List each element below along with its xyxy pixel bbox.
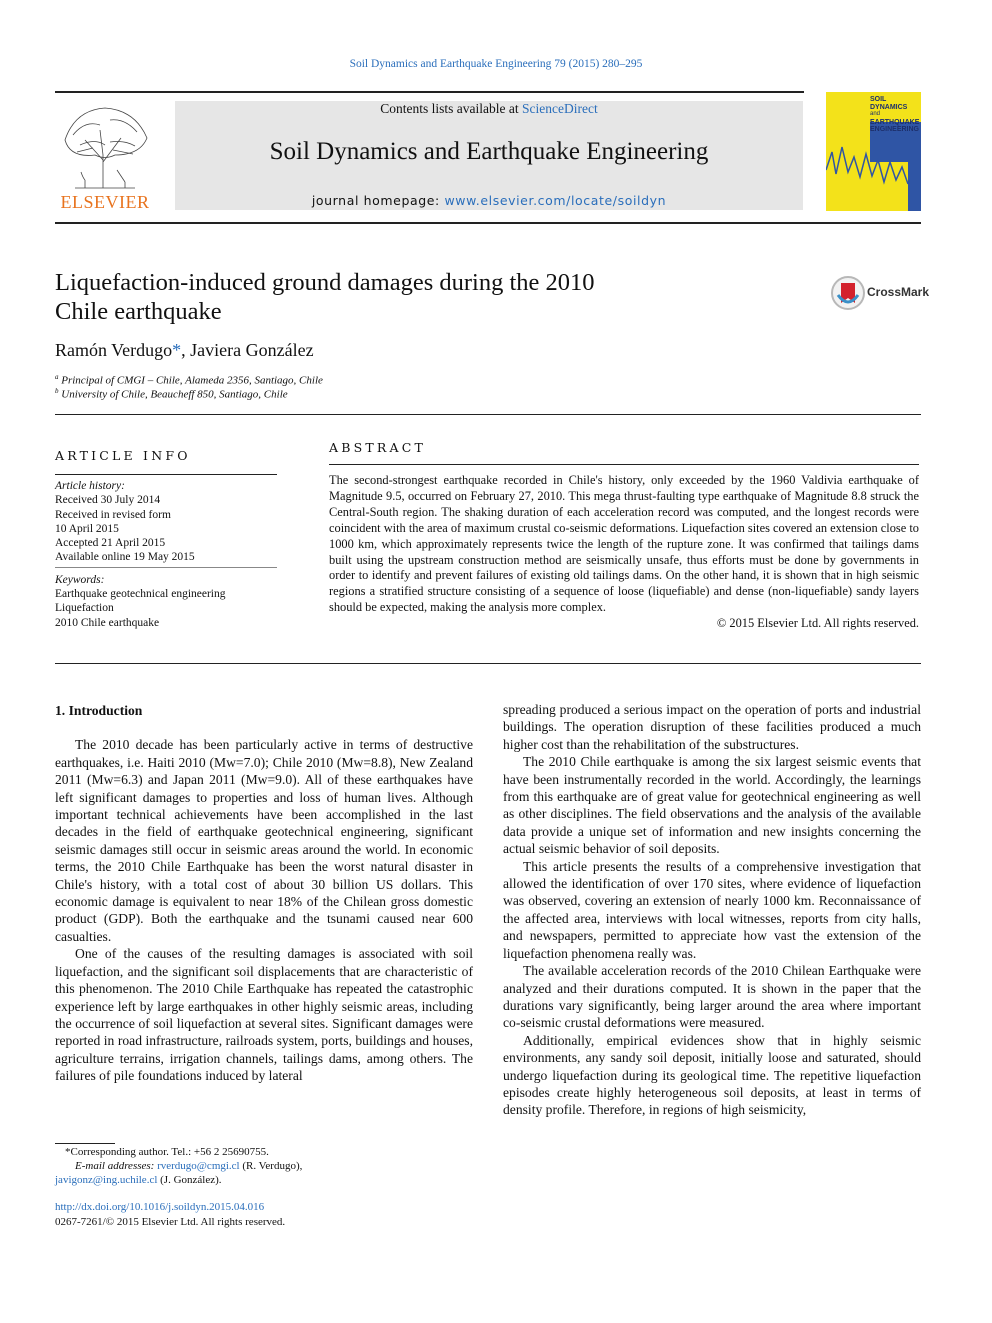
email-link-2[interactable]: javigonz@ing.uchile.cl (55, 1174, 158, 1186)
homepage-prefix: journal homepage: (311, 193, 445, 208)
homepage-link[interactable]: www.elsevier.com/locate/soildyn (444, 193, 667, 208)
contents-line (175, 101, 803, 117)
abstract-bottom-rule (55, 663, 921, 664)
abstract-heading: ABSTRACT (329, 440, 427, 455)
keywords-label: Keywords: (55, 573, 105, 586)
body-paragraph: The 2010 Chile earthquake is among the six largest seismic events that have been instrumentally recorded in the world. Accordingly, the learnings from this earthquake are of great value for geotechnical engineering as well as other disciplines. The field observations and the analysis of the available data provide a unique set of information and new insights concerning the actual seismic behavior of soil deposits. (503, 754, 921, 857)
cover-line-3: EARTHQUAKE (870, 118, 920, 126)
crossmark-label: CrossMark (867, 285, 930, 299)
keywords-rule (55, 567, 277, 568)
abstract-copyright: © 2015 Elsevier Ltd. All rights reserved. (716, 616, 919, 631)
author-2[interactable]: Javiera González (190, 340, 314, 360)
history-item: Accepted 21 April 2015 (55, 537, 166, 550)
publisher-wordmark: ELSEVIER (60, 192, 150, 212)
keyword-item: Liquefaction (55, 602, 114, 615)
journal-homepage-line (175, 193, 803, 208)
body-left-column (55, 702, 473, 1085)
abstract-text: The second-strongest earthquake recorded in Chile's history, only exceeded by the 1960 Valdivia earthquake of Magnitude 9.5, occurred on February 27, 2010. This mega thrust-faulting type earthquake of Magnitude 8.8 struck the Central-South region. The shaking duration of each acceleration record was computed, and the longest records were coincident with the area of maximum crustal co-seismic deformations. Liquefaction sites covered an extension close to 1000 km, which approximately represents twice the length of the rupture zone. It was confirmed that tailings dams built using the upstream construction method are seismically unsafe, thus efforts must be done by governments in order to identify and prevent failures of existing old tailings dams. On the other hand, it is shown that in high seismic regions a stratified structure consisting of a sequence of loose (liquefiable) and dense (non-liquefiable) sandy layers should be expected, making the analysis more complex. (329, 473, 919, 615)
affiliation-a-text: Principal of CMGI – Chile, Alameda 2356, Santiago, Chile (61, 374, 323, 387)
email-note-2 (55, 1174, 222, 1188)
author-list (55, 340, 314, 361)
cover-line-4: ENGINEERING (870, 126, 920, 133)
abstract-rule (329, 464, 919, 465)
affiliation-b (55, 387, 288, 401)
affiliation-a-mark: a (55, 373, 59, 381)
article-info-rule (55, 474, 277, 475)
journal-citation[interactable]: Soil Dynamics and Earthquake Engineering 79 (2015) 280–295 (349, 58, 643, 70)
email-owner-1: (R. Verdugo), (239, 1160, 303, 1172)
cover-line-1: SOIL (870, 96, 887, 103)
header-top-rule (55, 91, 804, 93)
abstract-body (329, 473, 919, 632)
body-paragraph: The 2010 decade has been particularly active in terms of destructive earthquakes, i.e. Haiti 2010 (Mw=7.0); Chile 2010 (Mw=8.8), New Zealand 2011 (Mw=6.3) and Japan 2011 (Mw=9.0). All of these earthquakes have left significant damages to properties and loss of human lives. Although important technical achievements have been accomplished in the last decades in the field of earthquake geotechnical engineering, significant seismic damages still occur in seismic areas around the world. In economic terms, the 2010 Chile Earthquake has been the worst natural disaster in Chile's history, with a total cost of about 30 billion US dollars. This economic damage is equivalent to near 18% of the Chilean gross domestic product (GDP). Both the earthquake and the tsunami caused near 600 casualties. (55, 737, 473, 944)
body-paragraph: One of the causes of the resulting damages is associated with soil liquefaction, and the significant soil displacements that are characteristic of this phenomenon. The 2010 Chile Earthquake has repeated the catastrophic experience left by large earthquakes in other highly seismic areas, including the occurrence of soil liquefaction at several sites. Significant damages were reported in road infrastructure, railroads system, ports, buildings and houses, agriculture terrains, irrigation channels, tailings dams, among others. The failures of pile foundations induced by lateral (55, 946, 473, 1084)
header-bottom-rule (55, 222, 921, 224)
front-matter-rule (55, 414, 921, 415)
corresponding-author-mark[interactable]: * (172, 340, 182, 360)
issn-line: 0267-7261/© 2015 Elsevier Ltd. All rights reserved. (55, 1216, 286, 1228)
history-item: Received 30 July 2014 (55, 494, 161, 507)
history-item: Available online 19 May 2015 (55, 551, 195, 564)
article-info-heading: ARTICLE INFO (55, 448, 191, 463)
cover-line-2: DYNAMICS (870, 103, 908, 111)
journal-name: Soil Dynamics and Earthquake Engineering (269, 138, 709, 165)
footnote-rule (55, 1143, 115, 1144)
journal-cover-thumbnail[interactable] (826, 92, 921, 211)
article-title (55, 268, 755, 326)
email-link-1[interactable]: rverdugo@cmgi.cl (157, 1160, 240, 1172)
body-right-column (503, 701, 921, 1119)
email-label: E-mail addresses: (75, 1160, 158, 1172)
history-item: Received in revised form (55, 508, 171, 521)
affiliation-a (55, 373, 323, 387)
section-1-heading: 1. Introduction (55, 703, 143, 718)
doi-link[interactable]: http://dx.doi.org/10.1016/j.soildyn.2015.04.016 (55, 1201, 265, 1213)
author-1[interactable]: Ramón Verdugo (55, 340, 173, 360)
corresponding-author-note: *Corresponding author. Tel.: +56 2 25690755. (65, 1146, 269, 1158)
history-label: Article history: (55, 480, 125, 492)
article-info-panel (55, 448, 277, 630)
keyword-item: Earthquake geotechnical engineering (55, 588, 226, 601)
author-separator: , (181, 340, 191, 360)
history-item: 10 April 2015 (55, 522, 119, 535)
contents-prefix: Contents lists available at (380, 101, 522, 116)
crossmark-icon (830, 275, 866, 311)
cover-and: and (870, 111, 881, 117)
body-paragraph: This article presents the results of a comprehensive investigation that allowed the identification of over 170 sites, where evidence of liquefaction was observed, covering an extension of nearly 1000 km. Reconnaissance of the affected area, interviews with local witnesses, reports from city halls, and newspapers, permitted to appreciate how vast the extension of the liquefaction phenomena really was. (503, 858, 921, 961)
affiliation-b-mark: b (55, 387, 59, 395)
affiliation-b-text: University of Chile, Beaucheff 850, Santiago, Chile (61, 388, 288, 401)
title-line-2: Chile earthquake (55, 298, 222, 325)
keyword-item: 2010 Chile earthquake (55, 616, 160, 629)
email-note (75, 1160, 302, 1174)
body-paragraph: Additionally, empirical evidences show that in highly seismic environments, any sandy soil deposit, initially loose and saturated, should undergo liquefaction during its geological time. The repetitive liquefaction episodes create highly heterogeneous soil deposits, at least in terms of density profile. Therefore, in regions of high seismicity, (503, 1032, 921, 1118)
body-paragraph: spreading produced a serious impact on the operation of ports and industrial buildings. The operation disruption of these facilities produced a much higher cost than the rehabilitation of the substructures. (503, 702, 921, 752)
body-paragraph: The available acceleration records of the 2010 Chilean Earthquake were analyzed and their durations computed. It is shown in the paper that the durations vary significantly, being larger around the area where important co-seismic crustal deformations were measured. (503, 963, 921, 1031)
title-line-1: Liquefaction-induced ground damages during the 2010 (55, 269, 595, 296)
sciencedirect-link[interactable]: ScienceDirect (522, 101, 598, 116)
email-owner-2: (J. González). (157, 1174, 222, 1186)
crossmark-badge[interactable] (830, 273, 930, 313)
